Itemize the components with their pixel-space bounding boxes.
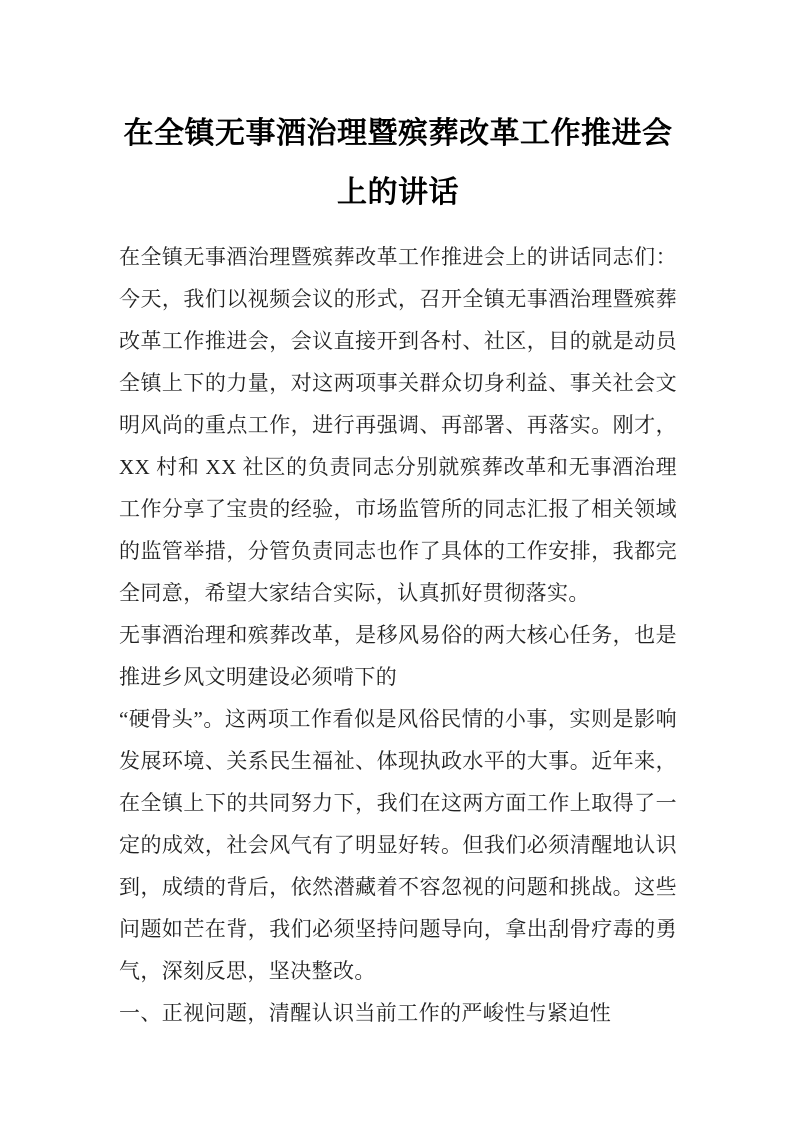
- paragraph-hard-bone: “硬骨头”。这两项工作看似是风俗民情的小事，实则是影响发展环境、关系民生福祉、体现执政水平的大事。近年来，在全镇上下的共同努力下，我们在这两方面工作上取得了一定的成效，社会风气有了明显好转。但我们必须清醒地认识到，成绩的背后，依然潜藏着不容忽视的问题和挑战。这些问题如芒在背，我们必须坚持问题导向，拿出刮骨疗毒的勇气，深刻反思，坚决整改。: [119, 707, 677, 983]
- paragraph-opening: 在全镇无事酒治理暨殡葬改革工作推进会上的讲话同志们：今天，我们以视频会议的形式，召开全镇无事酒治理暨殡葬改革工作推进会，会议直接开到各村、社区，目的就是动员全镇上下的力量，对这两项事关群众切身利益、事关社会文明风尚的重点工作，进行再强调、再部署、再落实。刚才，XX 村和 XX 社区的负责同志分别就殡葬改革和无事酒治理工作分享了宝贵的经验，市场监管所的同志汇报了相关领域的监管举措，分管负责同志也作了具体的工作安排，我都完全同意，希望大家结合实际，认真抓好贯彻落实。: [119, 245, 677, 605]
- document-body: [119, 236, 677, 1034]
- section-heading-1: 一、正视问题，清醒认识当前工作的严峻性与紧迫性: [119, 1001, 612, 1025]
- document-title: 在全镇无事酒治理暨殡葬改革工作推进会上的讲话: [123, 117, 673, 209]
- paragraph-core-tasks: 无事酒治理和殡葬改革，是移风易俗的两大核心任务，也是推进乡风文明建设必须啃下的: [119, 623, 677, 689]
